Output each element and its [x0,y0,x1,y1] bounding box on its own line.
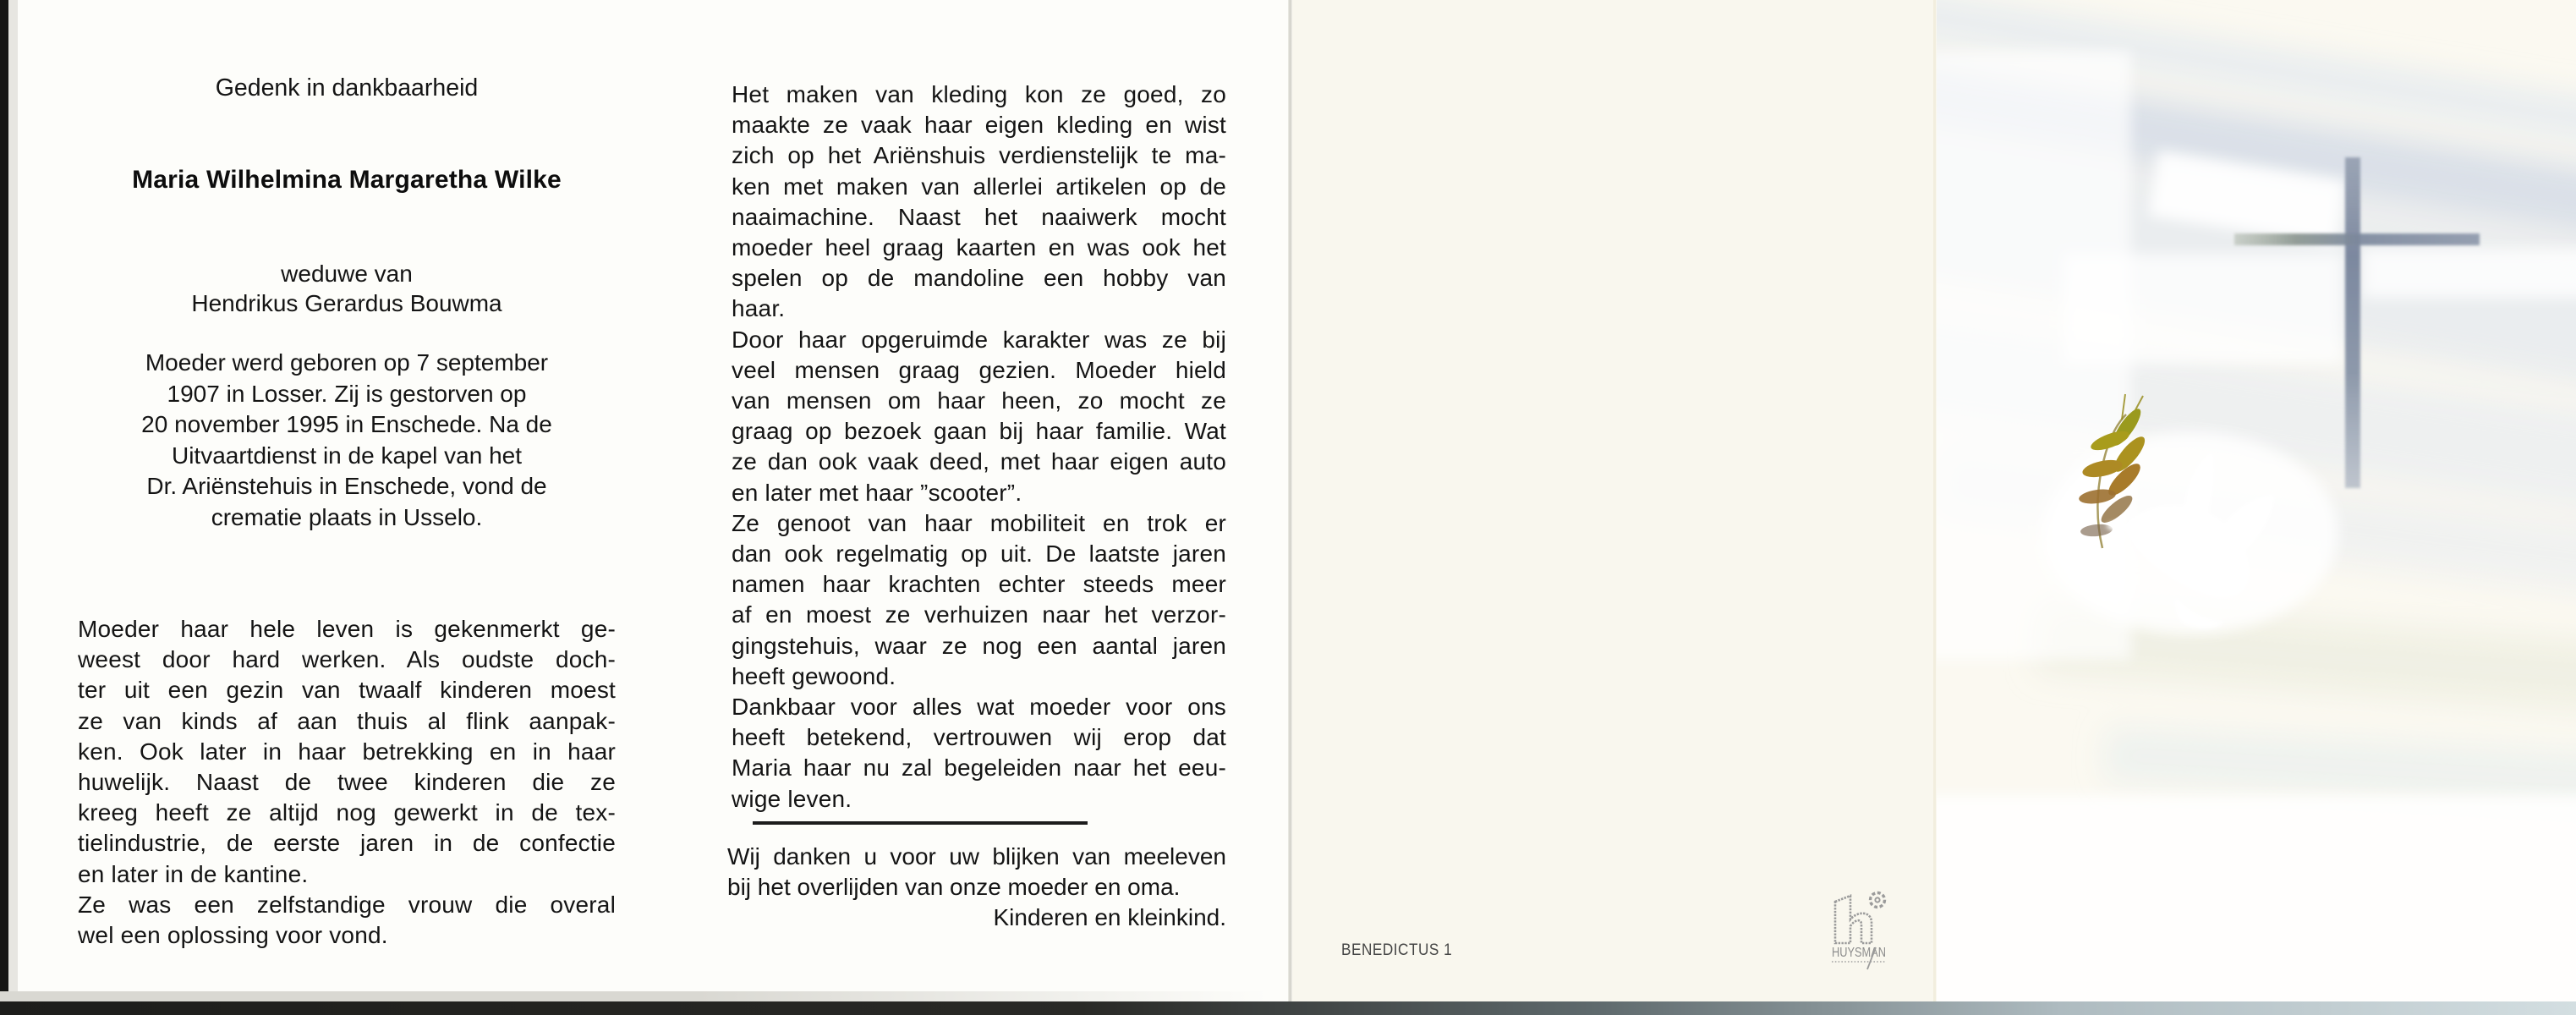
text-line: Uitvaartdienst in de kapel van het [171,442,523,469]
text-line: Door haar opgeruimde karakter was ze bij [732,326,1226,353]
text-line: gingstehuis, waar ze nog een aantal jaren [732,632,1226,659]
text-line: moeder heel graag kaarten en was ook het [732,234,1226,261]
text-line: Hendrikus Gerardus Bouwma [191,290,502,316]
biography-paragraph [732,325,1226,508]
biography-paragraph [732,692,1226,815]
biography-paragraph [732,508,1226,692]
biography-block-2 [732,80,1226,815]
text-line: Maria haar nu zal begeleiden naar het eeu- [732,754,1226,782]
text-line: huwelijk. Naast de twee kinderen die ze [78,769,616,796]
text-line: Wij danken u voor uw blijken van meeleven [727,843,1226,870]
text-line: 20 november 1995 in Enschede. Na de [141,411,552,437]
text-line: en later met haar ”scooter”. [732,479,1022,506]
printer-logo-h-icon [1835,893,1885,944]
text-line: namen haar krachten echter steeds meer [732,571,1226,598]
text-line: en later in de kantine. [78,860,309,887]
scan-edge-left-gray [8,0,18,1001]
signature-line: Kinderen en kleinkind. [993,904,1226,931]
text-line: Ze was een zelfstandige vrouw die overal [78,891,616,918]
biography-paragraph [78,614,616,890]
biography-paragraph [732,80,1226,325]
biography-block-1 [78,614,616,951]
memorial-header: Gedenk in dankbaarheid [215,74,479,102]
text-line: heeft gewoond. [732,662,896,689]
text-line: van mensen om haar heen, zo mocht ze [732,387,1226,414]
watercolor-artwork [1937,0,2576,1001]
text-line: zich op het Ariënshuis verdienstelijk te ma- [732,142,1226,169]
crease-line [1933,0,1936,1001]
text-line: af en moest ze verhuizen naar het verzor- [732,601,1226,628]
fold-line [1288,0,1292,1001]
text-line: spelen op de mandoline een hobby van [732,265,1226,292]
text-line: weduwe van [281,261,413,287]
text-line: veel mensen graag gezien. Moeder hield [732,356,1226,383]
text-line: crematie plaats in Usselo. [211,503,483,530]
relation-block [78,259,616,318]
text-line: haar. [732,295,786,322]
life-dates-block [78,348,616,533]
text-line: Ze genoot van haar mobiliteit en trok er [732,509,1226,536]
text-line: tielindustrie, de eerste jaren in de confectie [78,830,616,857]
text-line: ze van kinds af aan thuis al flink aanpak- [78,707,616,734]
series-label: BENEDICTUS 1 [1341,941,1453,959]
text-line: wel een oplossing voor vond. [78,922,388,949]
text-line: maakte ze vaak haar eigen kleding en wist [732,112,1226,139]
acknowledgement-text [727,842,1226,903]
scan-edge-bottom [0,1001,2576,1015]
scan-edge-bottom-strip [0,991,1269,1001]
printer-logo-text: HUYSMAN [1832,946,1886,960]
text-line: Moeder haar hele leven is gekenmerkt ge- [78,616,616,642]
text-line: wige leven. [732,785,852,812]
separator-rule [753,821,1088,825]
text-line: Moeder werd geboren op 7 september [145,349,549,376]
text-line: ken. Ook later in haar betrekking en in haar [78,738,616,765]
text-line: ze dan ook vaak deed, met haar eigen auto [732,448,1226,475]
text-line: Het maken van kleding kon ze goed, zo [732,81,1226,107]
text-line: Dr. Ariënstehuis in Enschede, vond de [146,473,547,499]
printer-logo [1823,886,1908,974]
acknowledgement-block [727,842,1226,934]
text-line: naaimachine. Naast het naaiwerk mocht [732,203,1226,230]
scan-edge-left [0,0,8,1015]
text-line: ken met maken van allerlei artikelen op de [732,173,1226,200]
text-line: bij het overlijden van onze moeder en oma. [727,874,1181,901]
text-line: kreeg heeft ze altijd nog gewerkt in de tex- [78,799,616,826]
text-line: weest door hard werken. Als oudste doch- [78,646,616,673]
text-line: 1907 in Losser. Zij is gestorven op [167,380,527,407]
biography-paragraph [78,890,616,951]
text-line: ter uit een gezin van twaalf kinderen moest [78,677,616,704]
text-line: heeft betekend, vertrouwen wij erop dat [732,724,1226,751]
text-line: Dankbaar voor alles wat moeder voor ons [732,694,1226,721]
text-line: dan ook regelmatig op uit. De laatste jaren [732,540,1226,568]
deceased-name: Maria Wilhelmina Margaretha Wilke [132,166,562,194]
text-line: graag op bezoek gaan bij haar familie. Wat [732,418,1226,445]
